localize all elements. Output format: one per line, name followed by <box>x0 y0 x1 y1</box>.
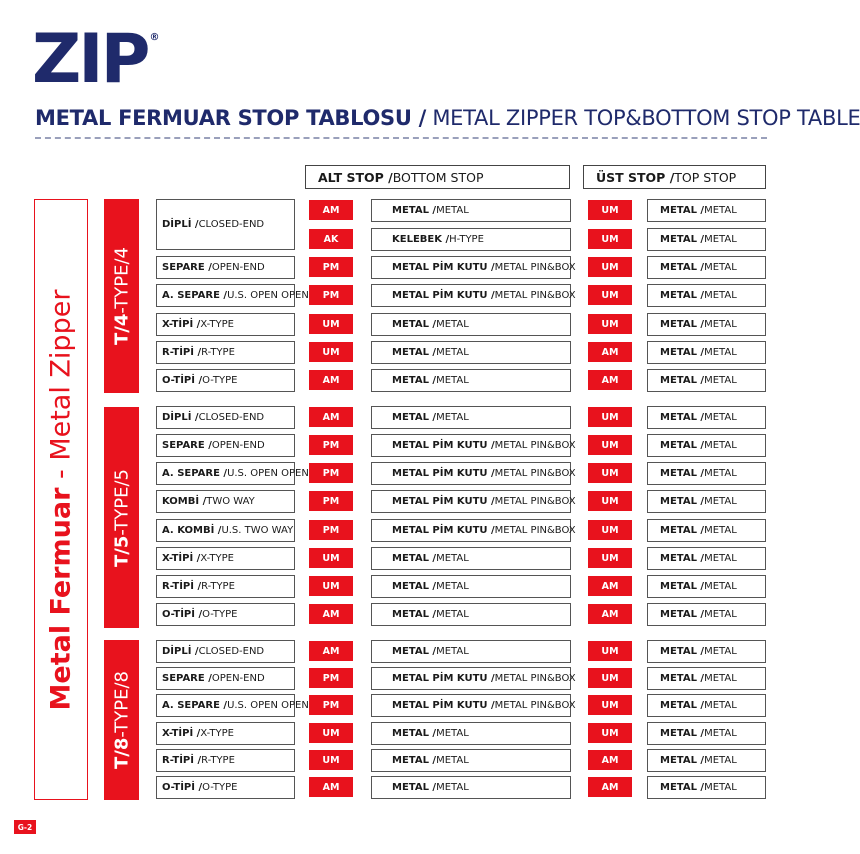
bottom-stop-material <box>371 722 571 745</box>
label-tr: O-TİPİ / <box>162 782 203 793</box>
label-en: METAL <box>704 262 737 273</box>
top-stop-material <box>647 284 766 307</box>
bottom-stop-material <box>371 369 571 392</box>
label-en: H-TYPE <box>449 234 484 245</box>
top-stop-material <box>647 228 766 251</box>
type-8-label <box>111 671 132 769</box>
title-turkish: METAL FERMUAR STOP TABLOSU / <box>35 106 426 130</box>
label-en: METAL <box>704 525 737 536</box>
top-stop-material <box>647 519 766 542</box>
type-5-code: T/5 <box>111 535 132 567</box>
zipper-type-cell <box>156 369 295 392</box>
label-en: R-TYPE <box>201 755 235 766</box>
label-en: METAL <box>704 290 737 301</box>
bottom-stop-code: UM <box>309 576 353 596</box>
top-stop-code: UM <box>588 548 632 568</box>
label-en: METAL PIN&BOX <box>494 262 576 273</box>
label-en: METAL PIN&BOX <box>494 496 576 507</box>
label-en: O-TYPE <box>202 375 238 386</box>
label-tr: METAL / <box>660 782 705 793</box>
bottom-stop-code: PM <box>309 435 353 455</box>
label-tr: METAL / <box>660 581 705 592</box>
top-stop-code: UM <box>588 435 632 455</box>
top-stop-material <box>647 776 766 799</box>
label-tr: METAL / <box>660 412 705 423</box>
label-en: TWO WAY <box>206 496 255 507</box>
label-tr: METAL / <box>392 319 437 330</box>
label-tr: METAL PİM KUTU / <box>392 440 495 451</box>
label-en: X-TYPE <box>200 319 234 330</box>
label-en: METAL <box>704 412 737 423</box>
bottom-stop-material <box>371 603 571 626</box>
label-en: METAL <box>704 782 737 793</box>
bottom-stop-material <box>371 776 571 799</box>
label-en: OPEN-END <box>211 440 265 451</box>
type-4-name: -TYPE/4 <box>111 247 132 314</box>
label-tr: METAL / <box>660 319 705 330</box>
label-en: METAL <box>436 755 469 766</box>
label-tr: METAL / <box>392 782 437 793</box>
type-5-name: -TYPE/5 <box>111 468 132 536</box>
label-tr: A. SEPARE / <box>162 290 228 301</box>
label-tr: METAL / <box>392 375 437 386</box>
label-tr: METAL / <box>660 375 705 386</box>
label-en: METAL <box>704 440 737 451</box>
label-en: METAL <box>436 375 469 386</box>
label-tr: METAL / <box>392 646 437 657</box>
label-en: OPEN-END <box>211 262 265 273</box>
label-tr: METAL / <box>660 755 705 766</box>
zipper-type-cell <box>156 256 295 279</box>
type-4-code: T/4 <box>111 313 132 345</box>
bottom-stop-code: PM <box>309 257 353 277</box>
bottom-stop-code: AM <box>309 604 353 624</box>
label-en: U.S. OPEN OPEN <box>227 468 309 479</box>
label-tr: METAL / <box>660 468 705 479</box>
bottom-stop-code: AM <box>309 641 353 661</box>
label-en: METAL PIN&BOX <box>494 525 576 536</box>
type-8-name: -TYPE/8 <box>111 671 132 738</box>
top-stop-code: AM <box>588 604 632 624</box>
label-tr: A. SEPARE / <box>162 468 228 479</box>
label-en: METAL <box>436 609 469 620</box>
bottom-stop-material <box>371 434 576 457</box>
bottom-stop-code: UM <box>309 314 353 334</box>
top-stop-material <box>647 749 766 772</box>
top-stop-material <box>647 406 766 429</box>
zipper-type-cell <box>156 640 295 663</box>
top-stop-material <box>647 462 766 485</box>
label-tr: SEPARE / <box>162 673 212 684</box>
label-tr: SEPARE / <box>162 262 212 273</box>
bottom-stop-code: PM <box>309 668 353 688</box>
header-bottom-stop-tr: ALT STOP / <box>318 169 393 185</box>
top-stop-code: UM <box>588 641 632 661</box>
label-en: METAL <box>704 553 737 564</box>
top-stop-code: UM <box>588 285 632 305</box>
label-en: O-TYPE <box>202 609 238 620</box>
label-en: U.S. OPEN OPEN <box>227 700 309 711</box>
bottom-stop-code: PM <box>309 463 353 483</box>
label-tr: METAL / <box>392 412 437 423</box>
label-tr: METAL / <box>660 440 705 451</box>
bottom-stop-code: PM <box>309 520 353 540</box>
label-en: METAL <box>436 319 469 330</box>
top-stop-code: UM <box>588 491 632 511</box>
label-en: METAL <box>704 728 737 739</box>
top-stop-code: UM <box>588 723 632 743</box>
label-tr: A. SEPARE / <box>162 700 228 711</box>
label-en: METAL <box>704 646 737 657</box>
top-stop-material <box>647 313 766 336</box>
zipper-type-cell <box>156 406 295 429</box>
side-label <box>46 289 77 710</box>
type-8-code: T/8 <box>111 737 132 769</box>
zipper-type-cell <box>156 462 309 485</box>
top-stop-code: UM <box>588 668 632 688</box>
label-en: R-TYPE <box>201 581 235 592</box>
top-stop-code: UM <box>588 257 632 277</box>
label-tr: METAL PİM KUTU / <box>392 673 495 684</box>
top-stop-code: AM <box>588 370 632 390</box>
zipper-type-cell <box>156 603 295 626</box>
label-en: METAL <box>704 319 737 330</box>
zipper-type-cell <box>156 749 295 772</box>
label-en: METAL <box>436 728 469 739</box>
label-tr: R-TİPİ / <box>162 347 202 358</box>
label-en: METAL <box>704 205 737 216</box>
label-tr: METAL / <box>660 496 705 507</box>
label-en: U.S. TWO WAY <box>221 525 294 536</box>
label-tr: METAL / <box>392 553 437 564</box>
page-number: G-2 <box>14 820 36 834</box>
bottom-stop-code: UM <box>309 548 353 568</box>
label-tr: METAL PİM KUTU / <box>392 468 495 479</box>
label-tr: A. KOMBİ / <box>162 525 222 536</box>
label-en: METAL <box>704 700 737 711</box>
zipper-type-cell <box>156 519 295 542</box>
bottom-stop-material <box>371 694 576 717</box>
bottom-stop-material <box>371 199 571 222</box>
label-tr: O-TİPİ / <box>162 609 203 620</box>
label-en: METAL <box>704 609 737 620</box>
label-en: METAL <box>704 234 737 245</box>
bottom-stop-code: AM <box>309 370 353 390</box>
label-tr: METAL PİM KUTU / <box>392 262 495 273</box>
type-5-label <box>111 469 132 567</box>
top-stop-material <box>647 199 766 222</box>
top-stop-code: AM <box>588 576 632 596</box>
header-top-stop-en: TOP STOP <box>674 169 737 185</box>
top-stop-material <box>647 694 766 717</box>
label-tr: R-TİPİ / <box>162 755 202 766</box>
top-stop-code: UM <box>588 463 632 483</box>
zipper-type-cell <box>156 667 295 690</box>
bottom-stop-code: PM <box>309 285 353 305</box>
page-title <box>35 106 860 130</box>
label-tr: METAL / <box>660 347 705 358</box>
label-tr: METAL / <box>660 525 705 536</box>
label-en: METAL PIN&BOX <box>494 440 576 451</box>
label-en: R-TYPE <box>201 347 235 358</box>
zipper-type-cell <box>156 341 295 364</box>
label-en: METAL PIN&BOX <box>494 673 576 684</box>
type-4-band <box>104 199 139 393</box>
top-stop-code: UM <box>588 229 632 249</box>
bottom-stop-material <box>371 313 571 336</box>
label-tr: DİPLİ / <box>162 412 199 423</box>
side-label-en: - Metal Zipper <box>45 289 77 488</box>
zipper-type-cell <box>156 547 295 570</box>
bottom-stop-material <box>371 667 576 690</box>
top-stop-material <box>647 575 766 598</box>
label-tr: METAL / <box>660 205 705 216</box>
header-top-stop-tr: ÜST STOP / <box>596 169 675 185</box>
label-tr: METAL PİM KUTU / <box>392 290 495 301</box>
label-tr: METAL / <box>392 609 437 620</box>
label-tr: METAL / <box>392 728 437 739</box>
title-english: METAL ZIPPER TOP&BOTTOM STOP TABLE <box>425 106 860 130</box>
bottom-stop-code: PM <box>309 491 353 511</box>
top-stop-material <box>647 603 766 626</box>
top-stop-code: AM <box>588 342 632 362</box>
label-en: OPEN-END <box>211 673 265 684</box>
side-label-box <box>34 199 88 800</box>
label-tr: METAL / <box>660 646 705 657</box>
label-tr: METAL / <box>660 673 705 684</box>
zipper-type-cell <box>156 694 309 717</box>
label-en: METAL <box>704 673 737 684</box>
zipper-type-cell <box>156 199 295 250</box>
label-en: X-TYPE <box>200 553 234 564</box>
bottom-stop-material <box>371 575 571 598</box>
bottom-stop-code: UM <box>309 750 353 770</box>
label-tr: SEPARE / <box>162 440 212 451</box>
label-tr: KOMBİ / <box>162 496 207 507</box>
label-tr: METAL / <box>660 234 705 245</box>
zipper-type-cell <box>156 284 309 307</box>
zipper-type-cell <box>156 313 295 336</box>
label-tr: METAL / <box>392 205 437 216</box>
label-tr: METAL PİM KUTU / <box>392 700 495 711</box>
zipper-type-cell <box>156 722 295 745</box>
label-en: CLOSED-END <box>198 646 265 657</box>
bottom-stop-code: AK <box>309 229 353 249</box>
bottom-stop-material <box>371 640 571 663</box>
label-tr: METAL / <box>660 700 705 711</box>
bottom-stop-material <box>371 228 571 251</box>
top-stop-material <box>647 434 766 457</box>
bottom-stop-code: PM <box>309 695 353 715</box>
label-en: METAL <box>436 412 469 423</box>
label-tr: O-TİPİ / <box>162 375 203 386</box>
bottom-stop-material <box>371 284 576 307</box>
label-en: METAL <box>436 646 469 657</box>
type-8-band <box>104 640 139 800</box>
label-en: METAL <box>704 347 737 358</box>
bottom-stop-code: AM <box>309 200 353 220</box>
label-tr: METAL / <box>660 290 705 301</box>
label-en: METAL <box>436 581 469 592</box>
registered-mark: ® <box>149 32 160 43</box>
top-stop-material <box>647 667 766 690</box>
label-en: METAL PIN&BOX <box>494 468 576 479</box>
zipper-type-cell <box>156 490 295 513</box>
bottom-stop-material <box>371 256 576 279</box>
zipper-type-cell <box>156 776 295 799</box>
label-en: METAL PIN&BOX <box>494 290 576 301</box>
label-en: U.S. OPEN OPEN <box>227 290 309 301</box>
header-top-stop <box>583 165 766 189</box>
bottom-stop-code: UM <box>309 723 353 743</box>
label-tr: METAL / <box>392 581 437 592</box>
label-en: X-TYPE <box>200 728 234 739</box>
label-en: CLOSED-END <box>198 219 265 230</box>
bottom-stop-code: AM <box>309 407 353 427</box>
label-tr: METAL / <box>660 262 705 273</box>
label-tr: METAL / <box>392 755 437 766</box>
zip-logo <box>32 20 160 99</box>
label-en: METAL <box>704 755 737 766</box>
top-stop-material <box>647 256 766 279</box>
header-bottom-stop-en: BOTTOM STOP <box>392 169 484 185</box>
top-stop-code: AM <box>588 750 632 770</box>
top-stop-code: UM <box>588 407 632 427</box>
bottom-stop-material <box>371 547 571 570</box>
zipper-type-cell <box>156 434 295 457</box>
label-en: CLOSED-END <box>198 412 265 423</box>
label-tr: METAL PİM KUTU / <box>392 496 495 507</box>
label-en: METAL PIN&BOX <box>494 700 576 711</box>
header-bottom-stop <box>305 165 570 189</box>
bottom-stop-material <box>371 406 571 429</box>
label-tr: METAL / <box>660 728 705 739</box>
label-en: METAL <box>704 581 737 592</box>
top-stop-code: AM <box>588 777 632 797</box>
bottom-stop-material <box>371 490 576 513</box>
top-stop-material <box>647 547 766 570</box>
label-tr: X-TİPİ / <box>162 728 201 739</box>
label-en: METAL <box>704 468 737 479</box>
side-label-tr: Metal Fermuar <box>45 487 77 710</box>
logo-wordmark: ZIP <box>32 20 148 99</box>
bottom-stop-code: AM <box>309 777 353 797</box>
label-en: O-TYPE <box>202 782 238 793</box>
label-tr: METAL PİM KUTU / <box>392 525 495 536</box>
bottom-stop-material <box>371 519 576 542</box>
label-en: METAL <box>436 347 469 358</box>
top-stop-material <box>647 722 766 745</box>
top-stop-code: UM <box>588 200 632 220</box>
type-4-label <box>111 247 132 345</box>
top-stop-code: UM <box>588 314 632 334</box>
top-stop-material <box>647 640 766 663</box>
label-tr: METAL / <box>660 553 705 564</box>
type-5-band <box>104 407 139 628</box>
label-en: METAL <box>436 782 469 793</box>
label-tr: KELEBEK / <box>392 234 450 245</box>
label-tr: DİPLİ / <box>162 646 199 657</box>
label-tr: R-TİPİ / <box>162 581 202 592</box>
top-stop-code: UM <box>588 695 632 715</box>
top-stop-material <box>647 341 766 364</box>
label-en: METAL <box>704 375 737 386</box>
label-tr: DİPLİ / <box>162 219 199 230</box>
label-en: METAL <box>704 496 737 507</box>
bottom-stop-material <box>371 462 576 485</box>
top-stop-code: UM <box>588 520 632 540</box>
label-en: METAL <box>436 205 469 216</box>
title-divider <box>35 137 767 139</box>
label-en: METAL <box>436 553 469 564</box>
bottom-stop-material <box>371 341 571 364</box>
label-tr: X-TİPİ / <box>162 553 201 564</box>
top-stop-material <box>647 490 766 513</box>
label-tr: METAL / <box>660 609 705 620</box>
top-stop-material <box>647 369 766 392</box>
bottom-stop-material <box>371 749 571 772</box>
zipper-type-cell <box>156 575 295 598</box>
bottom-stop-code: UM <box>309 342 353 362</box>
label-tr: METAL / <box>392 347 437 358</box>
label-tr: X-TİPİ / <box>162 319 201 330</box>
